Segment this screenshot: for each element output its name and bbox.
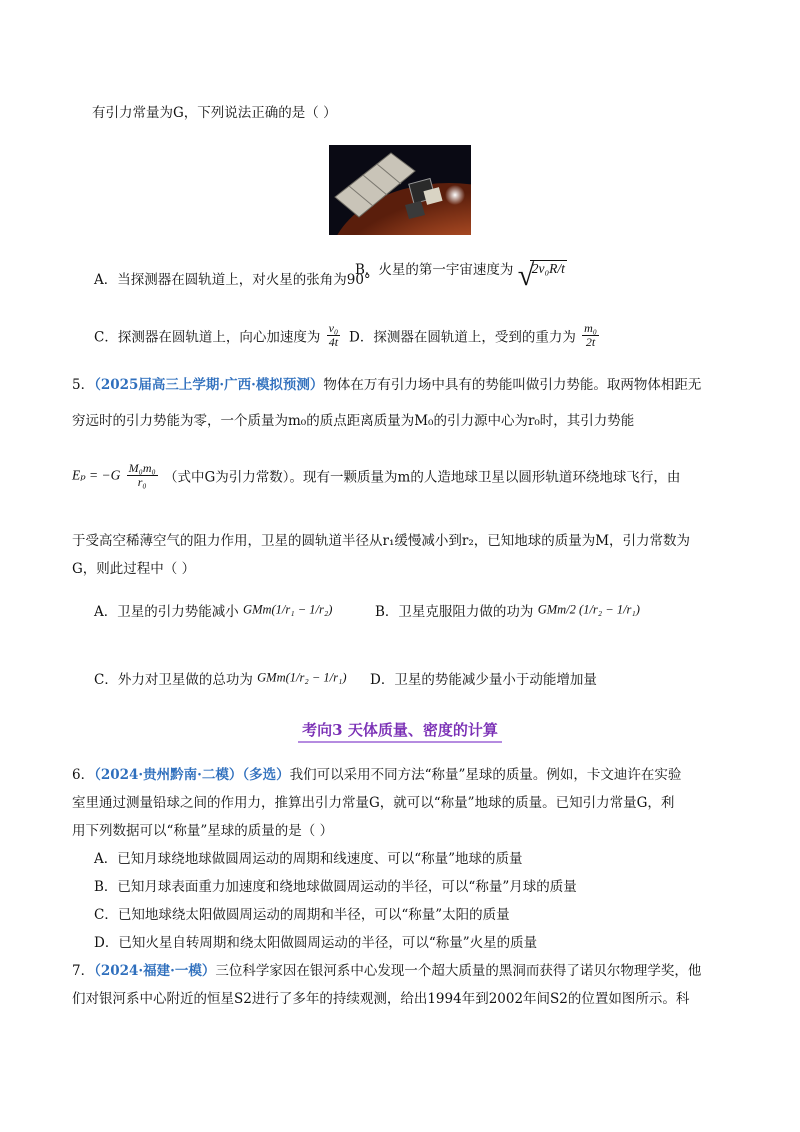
mars-probe-photo [329,145,471,235]
q5-source: （2025届高三上学期·广西·模拟预测） [94,377,324,393]
q4-option-d[interactable] [349,322,601,349]
q4-option-a[interactable] [94,268,371,288]
q4-stem-tail: 有引力常量为G，下列说法正确的是（ ） [92,105,337,121]
q5-option-b-math: GMm/2 (1/r₂ − 1/r₁) [537,602,640,617]
q6-text-1: 我们可以采用不同方法“称量”星球的质量。例如，卡文迪许在实验 [289,767,682,783]
q5-formula-lhs: Eₚ = −G [72,467,121,483]
q6-option-d[interactable]: D．已知火星自转周期和绕太阳做圆周运动的半径，可以“称量”火星的质量 [94,935,538,951]
q6-option-b[interactable]: B．已知月球表面重力加速度和绕地球做圆周运动的半径，可以“称量”月球的质量 [94,879,577,895]
q5-option-c-text: C．外力对卫星做的总功为 [94,672,253,688]
q4-option-b[interactable] [355,258,567,292]
q4-option-d-text: D．探测器在圆轨道上，受到的重力为 [349,329,576,346]
q5-option-d[interactable] [370,668,597,688]
q6-option-c[interactable]: C．已知地球绕太阳做圆周运动的周期和半径，可以“称量”太阳的质量 [94,907,510,923]
mars-probe-illustration [329,145,471,235]
q5-option-a[interactable] [94,600,332,620]
q5-option-a-text: A．卫星的引力势能减小 [94,604,239,620]
q6-source: （2024·贵州黔南·二模）（多选） [94,767,290,783]
q5-option-c-math: GMm(1/r₂ − 1/r₁) [257,670,347,685]
q7-line-1 [72,962,701,980]
q4-option-a-text: A．当探测器在圆轨道上，对火星的张角为90° [94,272,371,288]
q5-text-1: 物体在万有引力场中具有的势能叫做引力势能。取两物体相距无 [323,377,702,393]
q4-option-c-fraction: $\frac{\text{v₀}}{4t}$ [328,321,339,349]
q6-number: 6． [72,767,95,783]
q5-option-a-math: GMm(1/r₁ − 1/r₂) [243,602,333,617]
q4-option-c[interactable] [94,322,342,349]
q7-line-2: 们对银河系中心附近的恒星S2进行了多年的持续观测，给出1994年到2002年间S2的位置如图所示。科 [72,991,690,1007]
q7-source: （2024·福建·一模） [94,963,216,979]
q5-formula-fraction: $\frac{\text{M₀m₀}}{\text{r₀}}$ [128,461,156,489]
q5-number: 5． [72,377,95,393]
q5-line-3 [72,462,680,489]
q6-line-2: 室里通过测量铅球之间的作用力，推算出引力常量G，就可以“称量”地球的质量。已知引力常量G，利 [72,795,675,811]
q6-option-a[interactable]: A．已知月球绕地球做圆周运动的周期和线速度、可以“称量”地球的质量 [94,851,523,867]
q5-line-4: 于受高空稀薄空气的阻力作用，卫星的圆轨道半径从r₁缓慢减小到r₂，已知地球的质量为M，引力常数为 [72,533,691,549]
q5-option-d-text: D．卫星的势能减少量小于动能增加量 [370,672,597,688]
q7-number: 7． [72,963,95,979]
q6-line-1 [72,766,681,784]
section-title: 考向3 天体质量、密度的计算 [298,721,502,743]
q4-option-b-sqrt: √ 2v₀R/t [517,258,565,292]
q5-line-2: 穷远时的引力势能为零，一个质量为m₀的质点距离质量为M₀的引力源中心为r₀时，其引力势能 [72,413,635,429]
q4-option-b-text: B．火星的第一宇宙速度为 [355,262,514,278]
q5-option-b-text: B．卫星克服阻力做的功为 [375,604,534,620]
q6-line-3: 用下列数据可以“称量”星球的质量的是（ ） [72,823,334,839]
q7-text-1: 三位科学家因在银河系中心发现一个超大质量的黑洞而获得了诺贝尔物理学奖，他 [215,963,702,979]
q5-option-b[interactable] [375,600,640,620]
q5-line-5: G，则此过程中（ ） [72,561,196,577]
q5-text-3: （式中G为引力常数）。现有一颗质量为m的人造地球卫星以圆形轨道环绕地球飞行，由 [163,469,681,486]
q4-option-c-text: C．探测器在圆轨道上，向心加速度为 [94,329,321,346]
q4-option-d-fraction: $\frac{\text{m₀}}{2t}$ [584,321,597,349]
q5-line-1 [72,376,701,394]
section-heading [0,719,800,740]
q5-option-c[interactable] [94,668,346,688]
